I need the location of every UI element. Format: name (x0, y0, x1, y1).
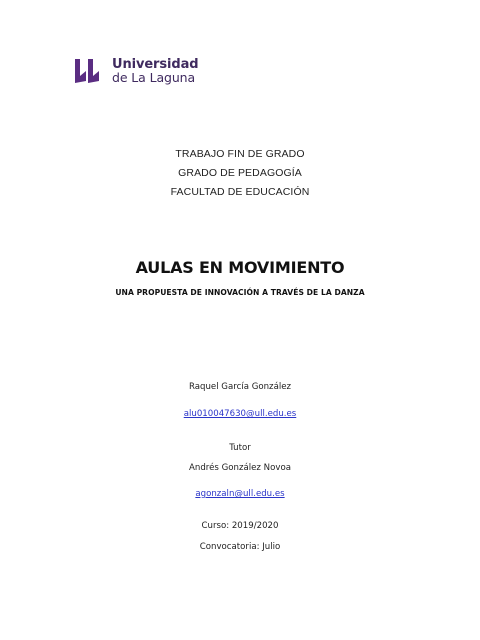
degree-name: GRADO DE PEDAGOGÍA (178, 167, 302, 179)
work-type: TRABAJO FIN DE GRADO (175, 148, 305, 160)
logo-name-line2: de La Laguna (112, 70, 196, 86)
tutor-label: Tutor (229, 443, 251, 453)
exam-call: Convocatoria: Julio (199, 542, 281, 552)
author-email-link[interactable]: alu010047630@ull.edu.es (183, 409, 297, 419)
university-logo (74, 55, 198, 87)
document-title: AULAS EN MOVIMIENTO (135, 258, 345, 277)
author-name: Raquel García González (188, 382, 292, 392)
faculty-name: FACULTAD DE EDUCACIÓN (170, 186, 310, 198)
tutor-email-link[interactable]: agonzaln@ull.edu.es (195, 489, 285, 499)
ull-logo-icon (74, 58, 104, 84)
academic-year: Curso: 2019/2020 (201, 521, 279, 531)
logo-name-line1: Universidad (112, 56, 199, 72)
logo-text (112, 58, 198, 85)
tutor-name: Andrés González Novoa (189, 463, 291, 473)
tutor-email-row (0, 483, 480, 501)
author-email-row (0, 403, 480, 421)
document-subtitle: UNA PROPUESTA DE INNOVACIÓN A TRAVÉS DE LA DANZA (115, 288, 365, 297)
